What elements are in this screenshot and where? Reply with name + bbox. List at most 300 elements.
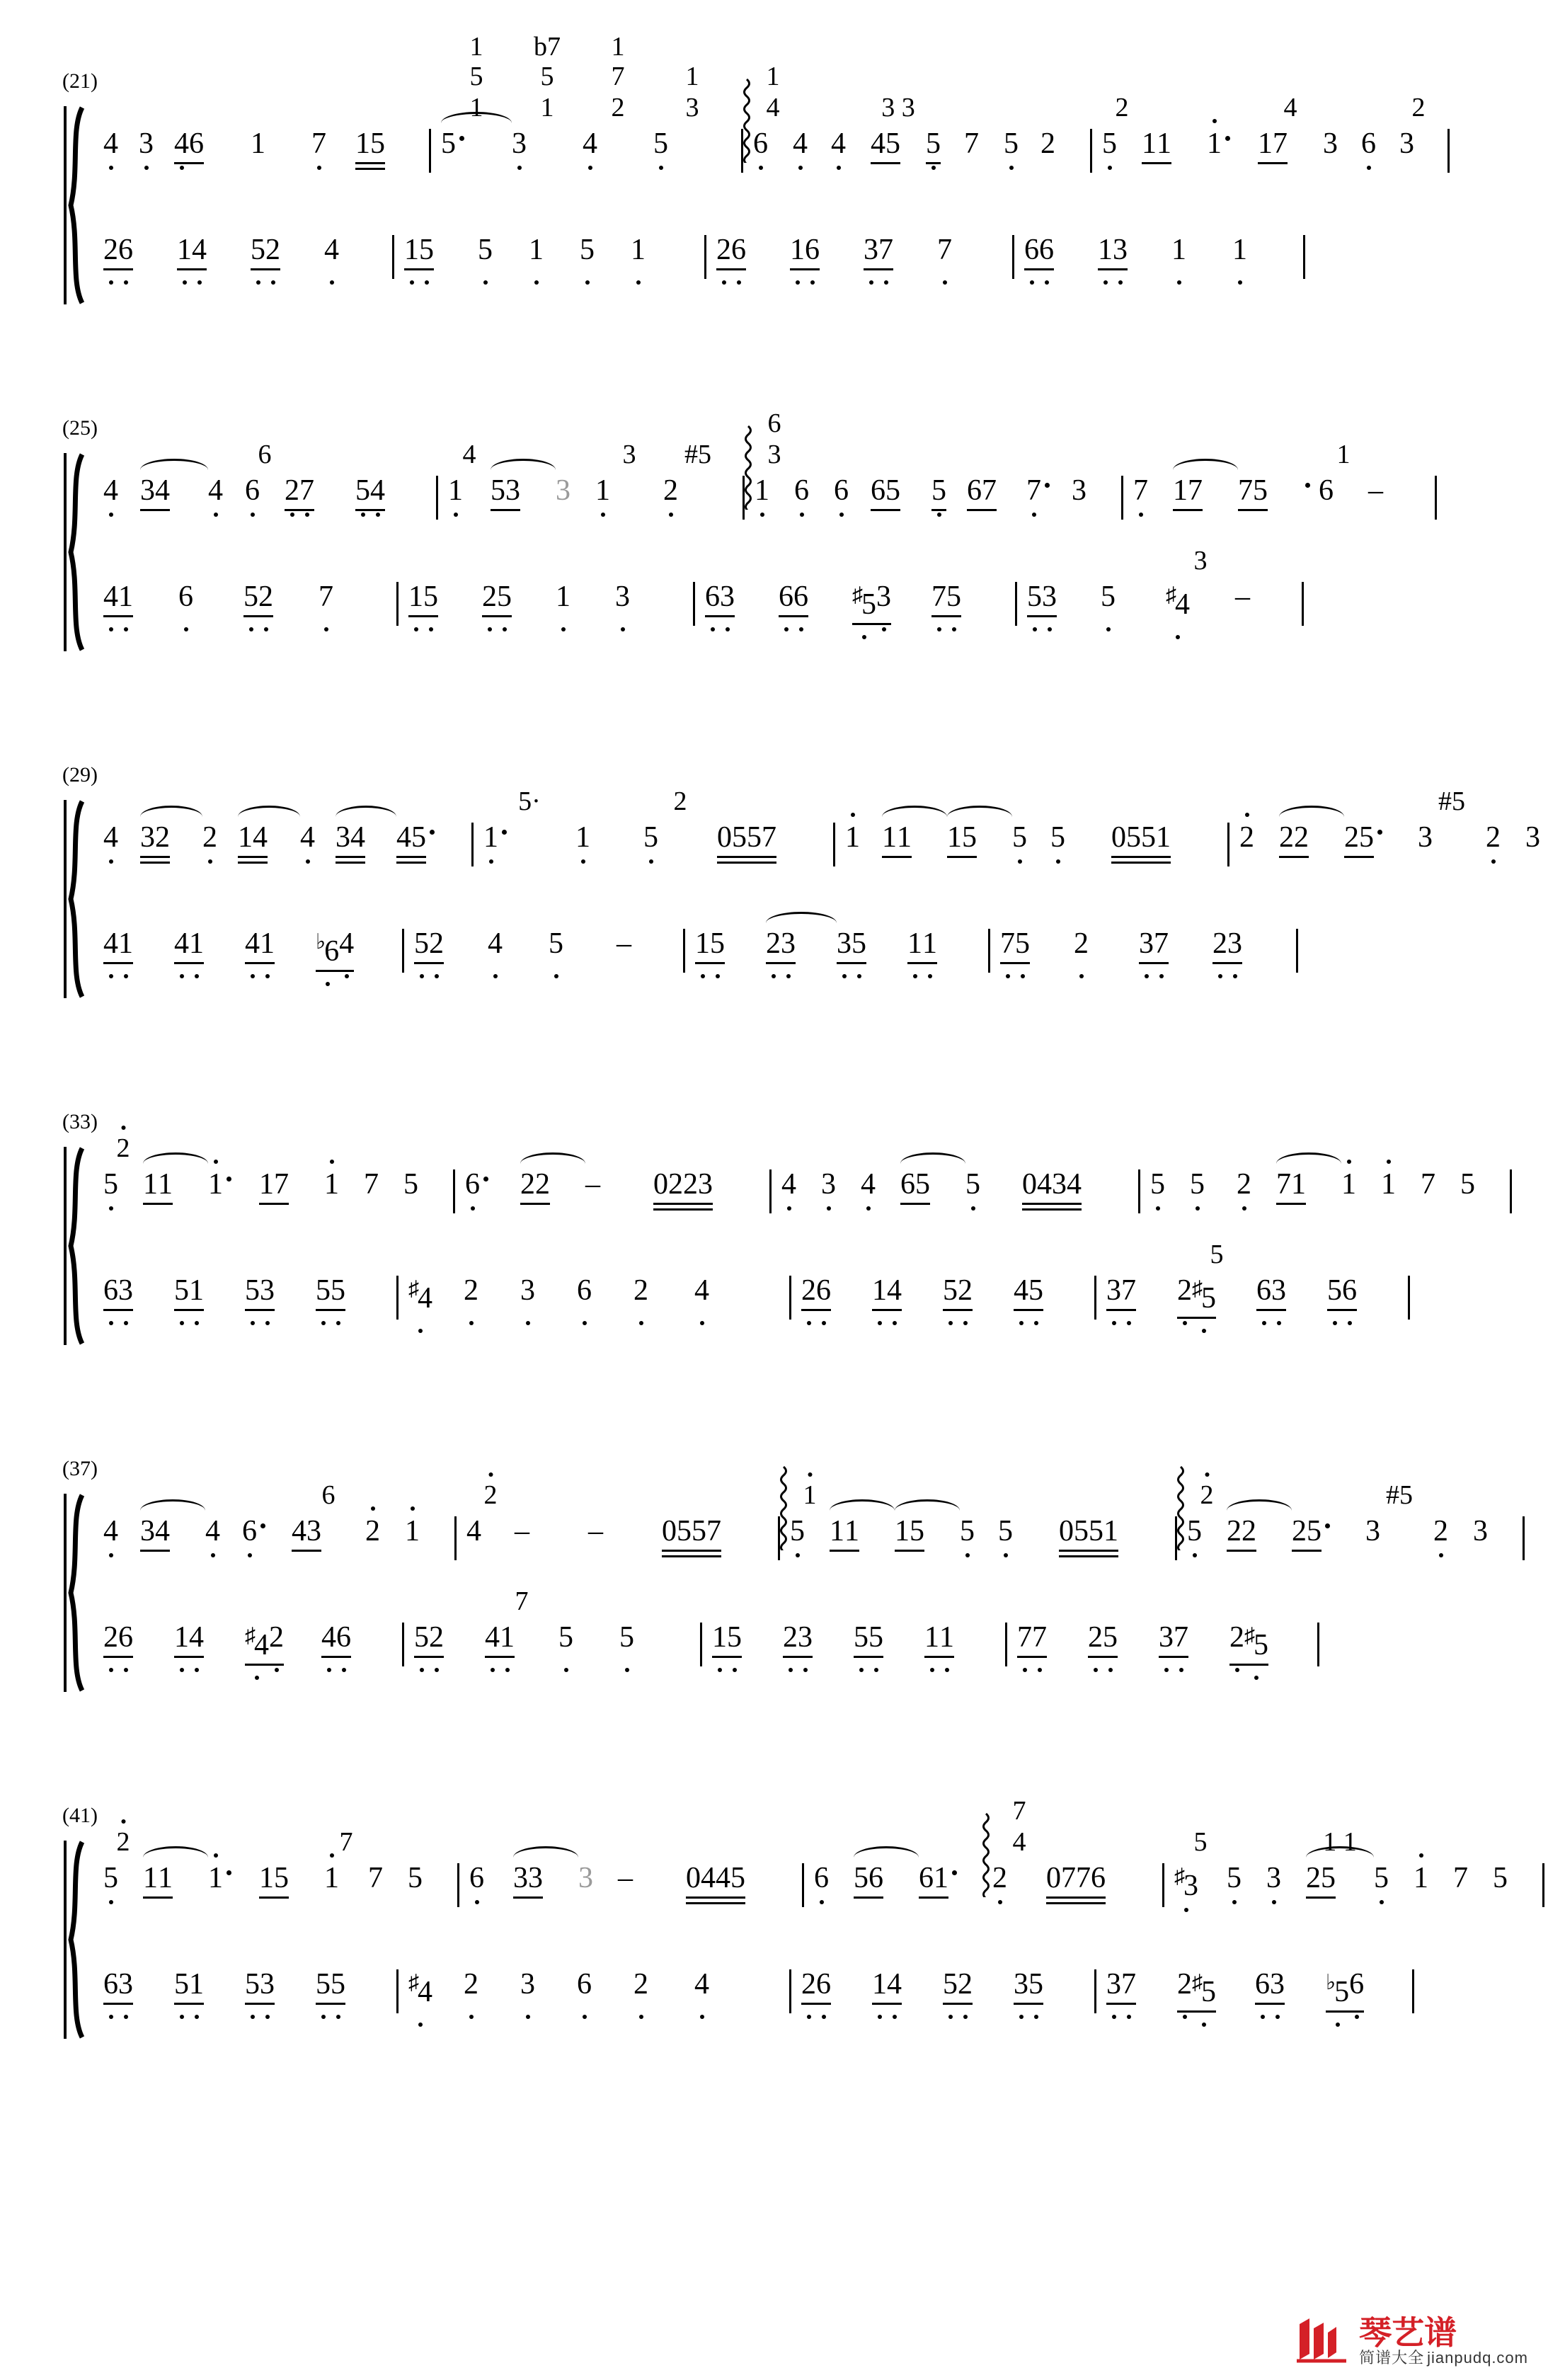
note	[118, 1968, 133, 2001]
note-numeral: 5	[103, 1862, 118, 1894]
note-numeral: 0	[1022, 1168, 1037, 1201]
note	[1026, 474, 1072, 507]
beam-group	[790, 234, 820, 266]
note	[854, 1621, 868, 1654]
note-numeral: 2	[1040, 127, 1055, 160]
beam-group	[1327, 1274, 1357, 1307]
note	[408, 580, 423, 613]
note	[103, 474, 140, 507]
beamed-group	[1292, 1515, 1365, 1547]
note	[1307, 1515, 1321, 1547]
octave-dot-below	[361, 513, 365, 517]
note	[1121, 1968, 1136, 2001]
note	[558, 1621, 619, 1654]
music-system	[50, 763, 1540, 1012]
beam-group	[1017, 1621, 1047, 1654]
note-numeral: 2	[1242, 1515, 1256, 1547]
note	[852, 580, 876, 621]
note	[926, 127, 941, 160]
octave-dot-above	[851, 813, 855, 817]
note	[520, 1274, 577, 1307]
octave-dot-above	[411, 1506, 415, 1511]
octave-dot-below-2	[195, 974, 199, 978]
beam-group	[404, 234, 434, 266]
note-numeral: 4	[701, 1862, 716, 1894]
beamed-group	[1142, 127, 1207, 160]
note	[1399, 127, 1414, 160]
note	[1276, 1168, 1291, 1201]
augmentation-dot	[502, 830, 507, 835]
note-numeral: 4	[1014, 1274, 1028, 1307]
octave-dot-below	[1439, 1553, 1443, 1557]
note	[730, 1862, 745, 1894]
note	[1103, 1515, 1118, 1547]
note-numeral: 3	[798, 1621, 813, 1654]
beam-group	[1059, 1515, 1118, 1547]
note	[845, 821, 860, 854]
note	[1150, 1168, 1165, 1201]
note-numeral: 5	[1015, 927, 1030, 960]
note-numeral: 5	[1359, 821, 1374, 854]
beamed-group	[292, 1480, 365, 1547]
note-numeral: 5	[1187, 1515, 1202, 1547]
note	[245, 1274, 260, 1307]
note	[140, 474, 155, 507]
octave-dot-below-2	[109, 974, 113, 978]
chord-note	[441, 32, 512, 160]
octave-dot-below-2	[1112, 1321, 1116, 1325]
note	[556, 474, 571, 507]
barline	[1412, 1969, 1414, 2013]
note	[324, 1827, 368, 1894]
note	[1273, 127, 1288, 160]
note	[1177, 1274, 1192, 1307]
note	[845, 821, 882, 854]
note	[915, 1168, 930, 1201]
note	[1088, 1621, 1103, 1654]
note-numeral: 2	[103, 234, 118, 266]
note-numeral: 6	[871, 474, 885, 507]
octave-dot-above	[808, 1472, 812, 1477]
slur	[830, 1499, 895, 1513]
note-numeral: 1	[158, 1168, 173, 1201]
note	[535, 1168, 550, 1201]
barline	[704, 235, 706, 279]
note-numeral: 4	[155, 1515, 170, 1547]
note-numeral: 1	[1157, 127, 1171, 160]
note-numeral: 1	[158, 1862, 173, 1894]
beamed-group	[103, 1274, 174, 1307]
note-numeral: 2	[155, 821, 170, 854]
note	[103, 821, 140, 854]
note	[520, 1968, 577, 2001]
note-numeral: 4	[245, 927, 260, 960]
beamed-group	[321, 1621, 392, 1654]
note-numeral: ♯3	[1174, 1865, 1198, 1902]
beamed-group	[174, 927, 245, 960]
barline	[1090, 129, 1092, 173]
note-numeral: 5	[732, 821, 747, 854]
note	[964, 127, 1004, 160]
octave-dot-below-2	[1045, 280, 1049, 285]
music-system	[50, 1796, 1508, 2053]
octave-dot-below-2	[1079, 974, 1084, 978]
beamed-group	[1098, 234, 1171, 266]
note	[1361, 127, 1399, 160]
note	[414, 927, 429, 960]
octave-dot-below-2	[265, 1321, 270, 1325]
octave-dot-below	[517, 166, 522, 170]
barline	[769, 1169, 772, 1213]
music-system	[50, 1110, 1493, 1359]
note	[701, 1862, 716, 1894]
beamed-group	[414, 927, 488, 960]
note-numeral: 7	[1421, 1168, 1435, 1201]
barline	[802, 1863, 804, 1907]
beam-group	[801, 1274, 831, 1307]
note-numeral: 5	[710, 927, 725, 960]
note	[403, 1168, 418, 1201]
note	[1012, 821, 1027, 854]
beam-group	[245, 1621, 284, 1661]
chord-note	[653, 62, 731, 160]
note-numeral: 7	[1188, 474, 1203, 507]
note-numeral: 1	[1414, 1862, 1428, 1894]
note	[1037, 1168, 1052, 1201]
note	[364, 1168, 379, 1201]
note	[1486, 821, 1501, 854]
octave-dot-below-2	[493, 974, 498, 978]
note	[319, 580, 386, 613]
note-numeral: 5	[1050, 821, 1065, 854]
note-numeral: 3	[864, 234, 878, 266]
note-numeral: 4	[103, 474, 118, 507]
note	[365, 1515, 380, 1547]
barline	[457, 1863, 459, 1907]
note-numeral: 2	[958, 1968, 973, 2001]
note	[1418, 786, 1486, 854]
octave-dot-below	[489, 859, 493, 864]
octave-dot-below-2	[1233, 974, 1237, 978]
note	[1207, 127, 1222, 160]
note	[712, 1621, 727, 1654]
beamed-group	[943, 1968, 1014, 2001]
note	[619, 1621, 690, 1654]
beamed-group	[1046, 1862, 1152, 1894]
note	[464, 1274, 478, 1307]
note	[1061, 1862, 1076, 1894]
note-numeral: 2	[1292, 1515, 1307, 1547]
note-numeral: 5	[1102, 127, 1117, 160]
octave-dot-below-2	[109, 1668, 113, 1672]
beam-group	[1106, 1274, 1136, 1307]
chord-upper-note: 1	[469, 32, 483, 62]
note-numeral: 4	[292, 1515, 306, 1547]
octave-dot-below	[787, 1206, 791, 1211]
note	[1014, 1968, 1028, 2001]
note	[103, 580, 118, 613]
note	[158, 1168, 173, 1201]
music-system	[50, 32, 1493, 319]
note-numeral: 5	[965, 1168, 980, 1201]
note	[556, 580, 571, 613]
beamed-group	[1177, 1240, 1256, 1315]
beam-group	[830, 1515, 859, 1547]
note	[900, 1168, 915, 1201]
octave-dot-below-2	[420, 974, 424, 978]
note-numeral: 2	[1239, 821, 1254, 854]
barline	[700, 1623, 702, 1666]
note	[1374, 1862, 1389, 1894]
octave-dot-below-2	[265, 2015, 270, 2019]
note	[852, 927, 866, 960]
note	[962, 821, 977, 854]
note-numeral: 2	[663, 474, 678, 507]
beam-group	[491, 474, 520, 507]
note	[1266, 1862, 1281, 1894]
note-numeral: 7	[878, 234, 893, 266]
octave-dot-below	[144, 166, 149, 170]
note-numeral: 7	[1133, 474, 1148, 507]
beamed-group	[716, 234, 790, 266]
beam-group	[1046, 1862, 1106, 1894]
note	[885, 474, 900, 507]
chord-upper-note: 1	[1336, 440, 1351, 469]
beamed-group	[491, 474, 556, 507]
note	[370, 127, 385, 160]
note-numeral: 4	[1067, 1168, 1082, 1201]
beam-group	[895, 1515, 924, 1547]
note-numeral: 4	[370, 474, 385, 507]
octave-dot-below-2	[711, 627, 715, 631]
note	[1156, 821, 1171, 854]
note	[103, 1515, 140, 1547]
beamed-group	[1326, 1968, 1402, 2008]
accidental-sharp-icon: ♯	[1174, 1865, 1185, 1888]
note-numeral: 5	[491, 474, 505, 507]
note-numeral: 2	[716, 234, 731, 266]
note-numeral: 2	[783, 1621, 798, 1654]
note	[529, 234, 580, 266]
chord-upper-note: b7	[534, 32, 561, 62]
note-numeral: 3	[1139, 927, 1154, 960]
note-numeral: 5	[1089, 1515, 1103, 1547]
note	[1106, 1274, 1121, 1307]
beam-group	[355, 127, 385, 160]
note-numeral: 3	[1323, 127, 1338, 160]
beam-group	[174, 927, 204, 960]
chord-upper-note: 2	[1411, 93, 1426, 122]
note-numeral: 5	[558, 1621, 573, 1654]
note-numeral: 4	[485, 1621, 500, 1654]
octave-dot-below-2	[842, 974, 847, 978]
note	[1032, 1621, 1047, 1654]
note-numeral: 0	[653, 1168, 668, 1201]
note-numeral: 6	[465, 1168, 480, 1201]
note	[1102, 127, 1117, 160]
note	[958, 1968, 973, 2001]
beam-group	[355, 474, 385, 507]
watermark	[1295, 2314, 1528, 2367]
octave-dot-below	[290, 513, 294, 517]
note	[1141, 821, 1156, 854]
note-numeral: 1	[845, 821, 860, 854]
note-numeral: 7	[1032, 1621, 1047, 1654]
note-numeral: 4	[208, 474, 223, 507]
note-numeral: ♯5	[1192, 1971, 1216, 2008]
treble-staff-row	[103, 786, 1540, 906]
note	[1040, 127, 1055, 160]
slur	[1279, 806, 1344, 819]
note-numeral: 6	[805, 234, 820, 266]
note	[1361, 127, 1376, 160]
octave-dot-below-2	[726, 627, 730, 631]
octave-dot-below-2	[583, 2015, 587, 2019]
note	[1022, 1168, 1037, 1201]
note	[1525, 821, 1548, 854]
note	[1067, 1168, 1082, 1201]
octave-dot-below	[306, 859, 310, 864]
note-numeral: 4	[103, 821, 118, 854]
beam-group	[103, 927, 133, 960]
note-numeral: 4	[887, 1968, 902, 2001]
slur	[882, 806, 947, 819]
beamed-group	[1014, 1968, 1084, 2001]
note-numeral: 6	[103, 1968, 118, 2001]
note-numeral: 5	[1327, 1274, 1342, 1307]
beamed-group	[924, 1621, 995, 1654]
octave-dot-below-2	[700, 2015, 704, 2019]
beamed-group	[1238, 474, 1302, 507]
note	[1342, 1274, 1357, 1307]
note	[781, 927, 796, 960]
octave-dot-below-2	[321, 2015, 326, 2019]
beam-group	[174, 127, 204, 160]
note	[793, 127, 808, 160]
octave-dot-below-2	[930, 1668, 934, 1672]
beam-group	[801, 1968, 831, 2001]
beamed-group	[140, 1515, 205, 1547]
note	[907, 927, 922, 960]
note	[1192, 1274, 1216, 1315]
note-numeral: 5	[274, 1862, 289, 1894]
treble-staff-row	[103, 1480, 1493, 1600]
beamed-group	[1255, 1968, 1326, 2001]
octave-dot-below	[965, 1553, 970, 1557]
note	[1232, 234, 1247, 266]
note	[1171, 234, 1186, 266]
note-numeral: 5	[946, 580, 961, 613]
note-numeral: 1	[189, 1968, 204, 2001]
note	[1237, 1168, 1276, 1201]
note	[1039, 234, 1054, 266]
beamed-group	[872, 1274, 943, 1307]
octave-dot-below	[214, 513, 218, 517]
note	[1004, 127, 1019, 160]
note	[1414, 1862, 1428, 1894]
note-numeral: 6	[705, 580, 720, 613]
note	[520, 1168, 535, 1201]
beamed-group	[245, 1621, 321, 1661]
note	[694, 1968, 709, 2001]
note	[1177, 1968, 1192, 2001]
watermark-title: 琴艺谱	[1359, 2313, 1457, 2351]
note-numeral: 7	[1000, 927, 1015, 960]
note	[1256, 1274, 1271, 1307]
note-numeral: 5	[790, 1515, 805, 1547]
octave-dot-below	[837, 166, 841, 170]
note-numeral: 3	[1418, 821, 1433, 854]
barline	[1162, 1863, 1164, 1907]
beam-group	[140, 474, 170, 507]
octave-dot-below-2	[1164, 1668, 1169, 1672]
octave-dot-below	[109, 1206, 113, 1211]
octave-dot-below-2	[249, 627, 253, 631]
note	[408, 1274, 432, 1315]
note	[189, 1621, 204, 1654]
slur	[140, 806, 202, 819]
note	[926, 127, 964, 160]
beamed-group	[316, 1968, 386, 2001]
note-numeral: 4	[205, 1515, 220, 1547]
note	[1113, 234, 1128, 266]
note	[1341, 1168, 1356, 1201]
beamed-group	[1229, 1621, 1307, 1661]
octave-dot-below	[588, 166, 592, 170]
note-numeral: 6	[178, 580, 193, 613]
note-numeral: 1	[408, 580, 423, 613]
augmentation-dot	[1045, 483, 1050, 488]
note-numeral: 4	[103, 927, 118, 960]
note-numeral: 5	[331, 1274, 345, 1307]
note	[520, 1274, 535, 1307]
chord-upper-note: 5	[540, 62, 554, 91]
duration-dash	[515, 1515, 588, 1547]
chord-note	[755, 408, 794, 507]
octave-dot-below-2	[1202, 2023, 1206, 2027]
note-numeral: 7	[982, 474, 997, 507]
note	[753, 127, 768, 160]
beam-group	[143, 1168, 173, 1201]
slur	[140, 459, 208, 472]
octave-dot-below-2	[109, 1321, 113, 1325]
note-numeral: 1	[907, 927, 922, 960]
slur	[143, 1846, 208, 1860]
music-system	[50, 1457, 1493, 1706]
note	[821, 1168, 861, 1201]
beamed-group	[238, 821, 300, 854]
note	[1121, 1274, 1136, 1307]
note	[299, 474, 314, 507]
note	[405, 1515, 420, 1547]
note-numeral: 1	[1291, 1168, 1306, 1201]
beam-group	[919, 1862, 948, 1894]
augmentation-dot	[227, 1870, 231, 1875]
chord-upper-note: #5	[1438, 786, 1465, 816]
note-numeral: 3	[1266, 1862, 1281, 1894]
note-numeral: 5	[316, 1968, 331, 2001]
note	[260, 927, 275, 960]
note	[178, 580, 243, 613]
beamed-group	[717, 821, 823, 854]
note	[1238, 474, 1253, 507]
note	[1294, 821, 1309, 854]
octave-dot-below	[971, 1206, 975, 1211]
note	[1111, 821, 1126, 854]
note	[663, 440, 733, 507]
note	[922, 927, 937, 960]
note-numeral: ♯5	[1244, 1624, 1268, 1661]
